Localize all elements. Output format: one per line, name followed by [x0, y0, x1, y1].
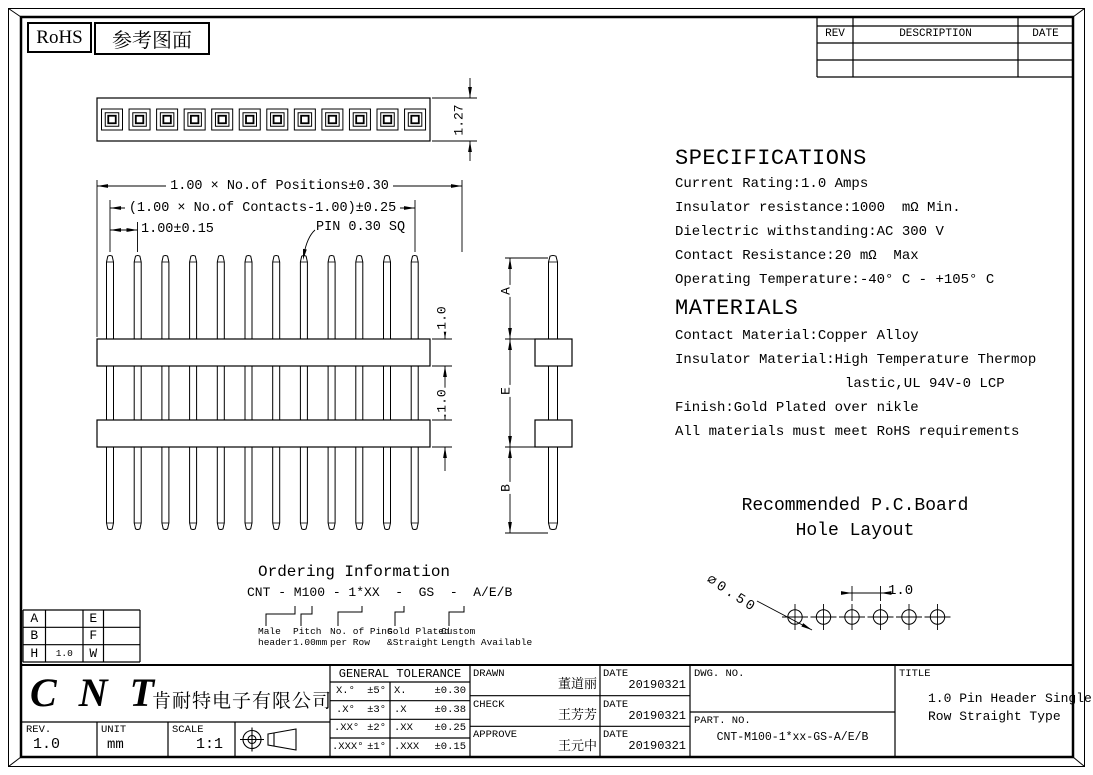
specifications-title: SPECIFICATIONS: [675, 146, 867, 171]
dim-letter-e: E: [498, 387, 514, 395]
check-name: 王芳芳: [557, 708, 597, 723]
tol-cell: X.°: [336, 685, 355, 697]
tol-cell: ±0.30: [434, 685, 466, 697]
tol-cell: .X°: [336, 704, 355, 716]
dim-top-view-height: 1.27: [451, 104, 467, 136]
tol-cell: .XX°: [334, 722, 360, 734]
callout-custom-length: Custom Length Available: [441, 626, 533, 648]
tol-cell: ±2°: [367, 722, 386, 734]
material-line: Finish:Gold Plated over nikle: [675, 400, 919, 416]
tol-cell: .XXX°: [332, 741, 364, 753]
approve-date: 20190321: [628, 739, 686, 753]
rev-label: REV.: [26, 724, 52, 736]
unit-value: mm: [107, 737, 124, 753]
dim-pitch: 1.00±0.15: [141, 222, 214, 237]
rohs-stamp: [27, 22, 92, 53]
hole-pitch-label: 1.0: [888, 583, 914, 599]
pin-row: [107, 255, 419, 529]
ordering-code: CNT - M100 - 1*XX - GS - A/E/B: [247, 585, 513, 600]
rev-history-table-grid: [817, 17, 1073, 77]
spec-line: Contact Resistance:20 mΩ Max: [675, 248, 919, 264]
part-no-label: PART. NO.: [694, 715, 751, 727]
upper-insulator: [97, 339, 430, 366]
drawing-title-line1: 1.0 Pin Header Single: [928, 691, 1092, 706]
param-e: E: [89, 611, 98, 626]
pad-row: [102, 109, 426, 130]
description-col-header: DESCRIPTION: [899, 28, 972, 40]
company-logo: C N T: [30, 670, 160, 715]
dwg-no-label: DWG. NO.: [694, 668, 745, 680]
lower-insulator: [97, 420, 430, 447]
approve-name: 王元中: [557, 739, 597, 754]
ordering-title: Ordering Information: [258, 563, 451, 581]
dim-letter-b: B: [498, 484, 514, 492]
tol-cell: .XXX: [394, 741, 420, 753]
side-view: [505, 255, 572, 533]
material-line: Insulator Material:High Temperature Thermop: [675, 352, 1037, 368]
drawing-title-line2: Row Straight Type: [928, 709, 1061, 724]
tol-cell: ±1°: [367, 741, 386, 753]
callout-male-header: Male header: [258, 626, 293, 648]
tol-cell: ±0.38: [434, 704, 466, 716]
tol-cell: X.: [394, 685, 407, 697]
title-label: TITLE: [899, 668, 931, 680]
approve-label: APPROVE: [473, 729, 518, 741]
rev-col-header: REV: [825, 28, 845, 40]
pin-size-label: PIN 0.30 SQ: [316, 220, 406, 235]
param-b: B: [30, 628, 39, 643]
reference-drawing-label: 参考图面: [112, 30, 192, 54]
dim-letter-a: A: [498, 287, 514, 295]
tol-cell: ±5°: [367, 685, 386, 697]
top-view: [97, 78, 477, 161]
check-label: CHECK: [473, 699, 505, 711]
material-line: Contact Material:Copper Alloy: [675, 328, 919, 344]
param-h: H: [30, 646, 39, 661]
param-a: A: [30, 611, 39, 626]
spec-line: Operating Temperature:-40° C - +105° C: [675, 272, 995, 288]
tol-cell: ±0.25: [434, 722, 466, 734]
scale-label: SCALE: [172, 724, 204, 736]
check-date-label: DATE: [603, 699, 629, 711]
param-h-value: 1.0: [55, 648, 73, 659]
param-f: F: [89, 628, 98, 643]
check-date: 20190321: [628, 709, 686, 723]
drawn-date: 20190321: [628, 678, 686, 692]
callout-pitch: Pitch 1.00mm: [293, 626, 328, 648]
tol-cell: ±3°: [367, 704, 386, 716]
materials-title: MATERIALS: [675, 296, 799, 321]
tolerance-title: GENERAL TOLERANCE: [338, 667, 462, 681]
projection-symbol: [240, 728, 296, 752]
drawn-name: 董道丽: [557, 677, 597, 692]
pcb-title-line1: Recommended P.C.Board: [741, 496, 969, 516]
dim-positions: 1.00 × No.of Positions±0.30: [97, 179, 462, 195]
spec-line: Dielectric withstanding:AC 300 V: [675, 224, 944, 240]
reference-drawing-stamp: [94, 22, 210, 55]
callout-pins-per-row: No. of Pins per Row: [330, 626, 393, 648]
company-name: 肯耐特电子有限公司: [152, 691, 333, 713]
dim-contacts: (1.00 × No.of Contacts-1.00)±0.25: [110, 201, 415, 217]
material-line: All materials must meet RoHS requirements: [675, 424, 1020, 440]
part-no-value: CNT-M100-1*xx-GS-A/E/B: [716, 731, 869, 744]
rohs-label: RoHS: [36, 26, 83, 48]
hole-diameter-label: ∅0.50: [703, 572, 760, 617]
material-line: lastic,UL 94V-0 LCP: [845, 376, 1005, 392]
spec-line: Insulator resistance:1000 mΩ Min.: [675, 200, 961, 216]
tol-cell: .XX: [394, 722, 413, 734]
drawn-label: DRAWN: [473, 668, 505, 680]
tol-cell: .X: [394, 704, 407, 716]
dim-lower-insulator: 1.0: [434, 389, 450, 413]
spec-line: Current Rating:1.0 Amps: [675, 176, 869, 192]
approve-date-label: DATE: [603, 729, 629, 741]
rev-value: 1.0: [33, 736, 61, 753]
drawn-date-label: DATE: [603, 668, 629, 680]
pcb-title-line2: Hole Layout: [795, 521, 915, 541]
ordering-leaders: [266, 606, 464, 626]
callout-plating: Gold Plated &Straight: [387, 626, 450, 648]
dim-upper-insulator: 1.0: [434, 306, 450, 330]
scale-value: 1:1: [196, 736, 224, 753]
pcb-hole-layout: [757, 586, 951, 630]
hole-row: [782, 604, 951, 630]
param-w: W: [89, 646, 98, 661]
tol-cell: ±0.15: [434, 741, 466, 753]
date-col-header: DATE: [1032, 28, 1059, 40]
unit-label: UNIT: [101, 724, 127, 736]
